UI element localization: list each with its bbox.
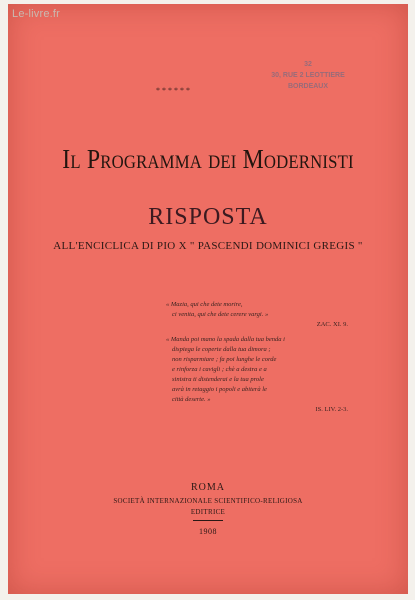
ornament: ******	[156, 86, 192, 95]
ownership-stamp	[253, 59, 363, 92]
imprint-editrice: EDITRICE	[190, 508, 226, 516]
divider	[193, 520, 223, 521]
imprint-year: 1908	[199, 527, 217, 536]
epigraph-line: città deserte. »	[172, 396, 211, 403]
imprint-city: ROMA	[190, 482, 225, 493]
epigraph-line: « Mazia, qui che dete morire,	[166, 301, 243, 308]
book-cover	[8, 4, 408, 594]
epigraph	[166, 300, 366, 415]
stamp-line-2: 30, RUE 2 LEOTTIERE	[271, 72, 345, 79]
book-title: Il Programma dei Modernisti	[62, 144, 354, 174]
epigraph-line: sinistra ti distenderai e la tua prole	[172, 376, 264, 383]
epigraph-line: non risparmiare ; fa poi lunghe le corde	[172, 356, 277, 363]
epigraph-line: avrà in retaggio i popoli e abiterà le	[172, 386, 267, 393]
stamp-line-1: 32	[304, 61, 312, 68]
epigraph-citation: ZAC. XI. 9.	[316, 321, 348, 328]
epigraph-line: e rinforza i cavigli ; chè a destra e a	[172, 366, 267, 373]
stamp-line-3: BORDEAUX	[287, 83, 329, 90]
watermark: Le-livre.fr	[12, 8, 61, 20]
epigraph-citation: IS. LIV. 2-3.	[315, 406, 348, 413]
imprint-publisher: SOCIETÀ INTERNAZIONALE SCIENTIFICO-RELIGIOSA	[113, 497, 303, 505]
book-subheading: ALL'ENCICLICA DI PIO X " PASCENDI DOMINICI GREGIS "	[53, 240, 363, 252]
imprint	[8, 482, 408, 536]
epigraph-line: ci venita, qui che dete cerere vargi. »	[172, 311, 269, 318]
epigraph-line: « Manda poi mano la spada dalla tua benda i	[166, 336, 285, 343]
book-subtitle: RISPOSTA	[148, 204, 268, 230]
epigraph-line: dispiega le coperte dalla tua dimora ;	[172, 346, 271, 353]
